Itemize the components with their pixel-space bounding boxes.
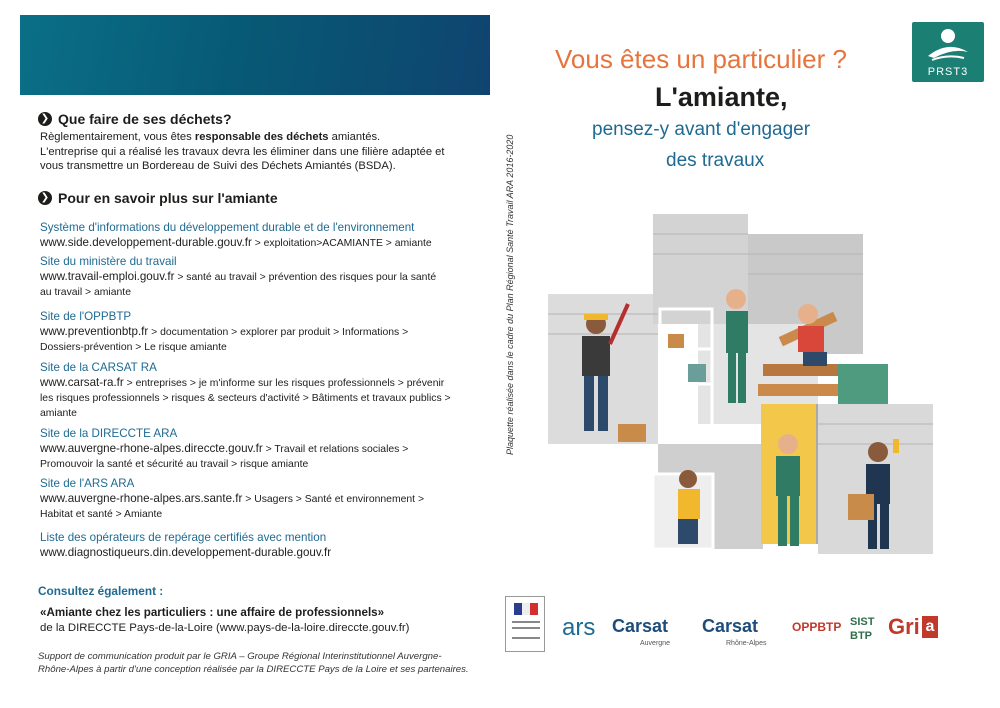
headline-subtitle-line2: des travaux bbox=[666, 150, 765, 171]
link-url[interactable]: www.carsat-ra.fr bbox=[40, 376, 124, 389]
chevron-right-icon: ❯ bbox=[38, 191, 52, 205]
link-item: Liste des opérateurs de repérage certifiés avec mention www.diagnostiqueurs.din.developpement-durable.gouv.fr bbox=[40, 531, 332, 559]
sist-logo: SIST bbox=[850, 616, 875, 628]
carsat-ra-sub: Rhône-Alpes bbox=[726, 640, 767, 647]
reference-source: de la DIRECCTE Pays-de-la-Loire (www.pays-de-la-loire.direccte.gouv.fr) bbox=[40, 622, 410, 634]
link-url[interactable]: www.preventionbtp.fr bbox=[40, 325, 149, 338]
section-dechets-text: Règlementairement, vous êtes responsable des déchets amiantés. L'entreprise qui a réalisé les travaux devra les éliminer dans une filière adaptée et vous transmettre un Bordereau de Suivi des Déchets Amiantés (BSDA). bbox=[40, 131, 445, 172]
oppbtp-logo: OPPBTP bbox=[792, 620, 842, 634]
person-icon bbox=[912, 22, 984, 66]
plan-regional-note: Plaquette réalisée dans le cadre du Plan Régional Santé Travail ARA 2016-2020 bbox=[505, 134, 515, 455]
ars-logo: ars bbox=[562, 614, 596, 641]
worker-figure bbox=[678, 470, 700, 544]
carsat-auvergne-sub: Auvergne bbox=[640, 640, 670, 647]
partner-logos bbox=[500, 596, 945, 654]
headline-question: Vous êtes un particulier ? bbox=[555, 44, 847, 74]
carsat-auvergne-logo: Carsat bbox=[612, 616, 669, 636]
support-note: Support de communication produit par le GRIA – Groupe Régional Interinstitutionnel Auvergne- Rhône-Alpes à partir d'une conception réalisée par la DIRECCTE Pays de la Loire et ses partenaires. bbox=[38, 651, 469, 675]
link-url[interactable]: www.auvergne-rhone-alpes.direccte.gouv.fr bbox=[40, 442, 263, 455]
link-item: Site de l'ARS ARA www.auvergne-rhone-alpes.ars.sante.fr > Usagers > Santé et environnement > Habitat et santé > Amiante bbox=[40, 477, 425, 520]
republique-francaise-logo bbox=[505, 596, 545, 652]
carsat-ra-logo: Carsat bbox=[702, 616, 759, 636]
reference-title: «Amiante chez les particuliers : une affaire de professionnels» bbox=[40, 606, 385, 619]
link-item: Site de la DIRECCTE ARA www.auvergne-rhone-alpes.direccte.gouv.fr > Travail et relations sociales > Promouvoir la santé et sécurité au travail > risque amiante bbox=[40, 427, 409, 470]
header-band bbox=[20, 15, 490, 95]
renovation-workers-illustration bbox=[548, 214, 950, 554]
consultez-heading: Consultez également : bbox=[38, 584, 164, 598]
headline-title: L'amiante, bbox=[655, 82, 788, 112]
prst3-logo: PRST3 bbox=[912, 22, 984, 82]
gria-box: a bbox=[922, 616, 938, 638]
headline-subtitle-line1: pensez-y avant d'engager bbox=[592, 119, 811, 140]
gria-logo: Gri bbox=[888, 614, 920, 639]
link-url[interactable]: www.auvergne-rhone-alpes.ars.sante.fr bbox=[40, 492, 243, 505]
link-url[interactable]: www.side.developpement-durable.gouv.fr bbox=[40, 236, 252, 249]
link-url[interactable]: www.diagnostiqueurs.din.developpement-durable.gouv.fr bbox=[40, 546, 332, 559]
link-item: Site du ministère du travail www.travail-emploi.gouv.fr > santé au travail > prévention des risques pour la santé au travail > amiante bbox=[40, 255, 437, 298]
link-item: Site de l'OPPBTP www.preventionbtp.fr > documentation > explorer par produit > Informations > Dossiers-prévention > Le risque amiante bbox=[40, 310, 409, 353]
section-savoir-plus-title: ❯ Pour en savoir plus sur l'amiante bbox=[38, 190, 278, 206]
section-dechets-title: ❯ Que faire de ses déchets? bbox=[38, 111, 232, 127]
chevron-right-icon: ❯ bbox=[38, 112, 52, 126]
link-item: Site de la CARSAT RA www.carsat-ra.fr > entreprises > je m'informe sur les risques professionnels > prévenir les risques professionnels > risques & secteurs d'activité > Bâtiments et travaux publics > amiante bbox=[40, 361, 451, 419]
link-item: Système d'informations du développement durable et de l'environnement www.side.developpement-durable.gouv.fr > exploitation>ACAMIANTE > amiante bbox=[40, 221, 432, 249]
link-url[interactable]: www.travail-emploi.gouv.fr bbox=[40, 270, 175, 283]
btp-logo: BTP bbox=[850, 630, 872, 642]
